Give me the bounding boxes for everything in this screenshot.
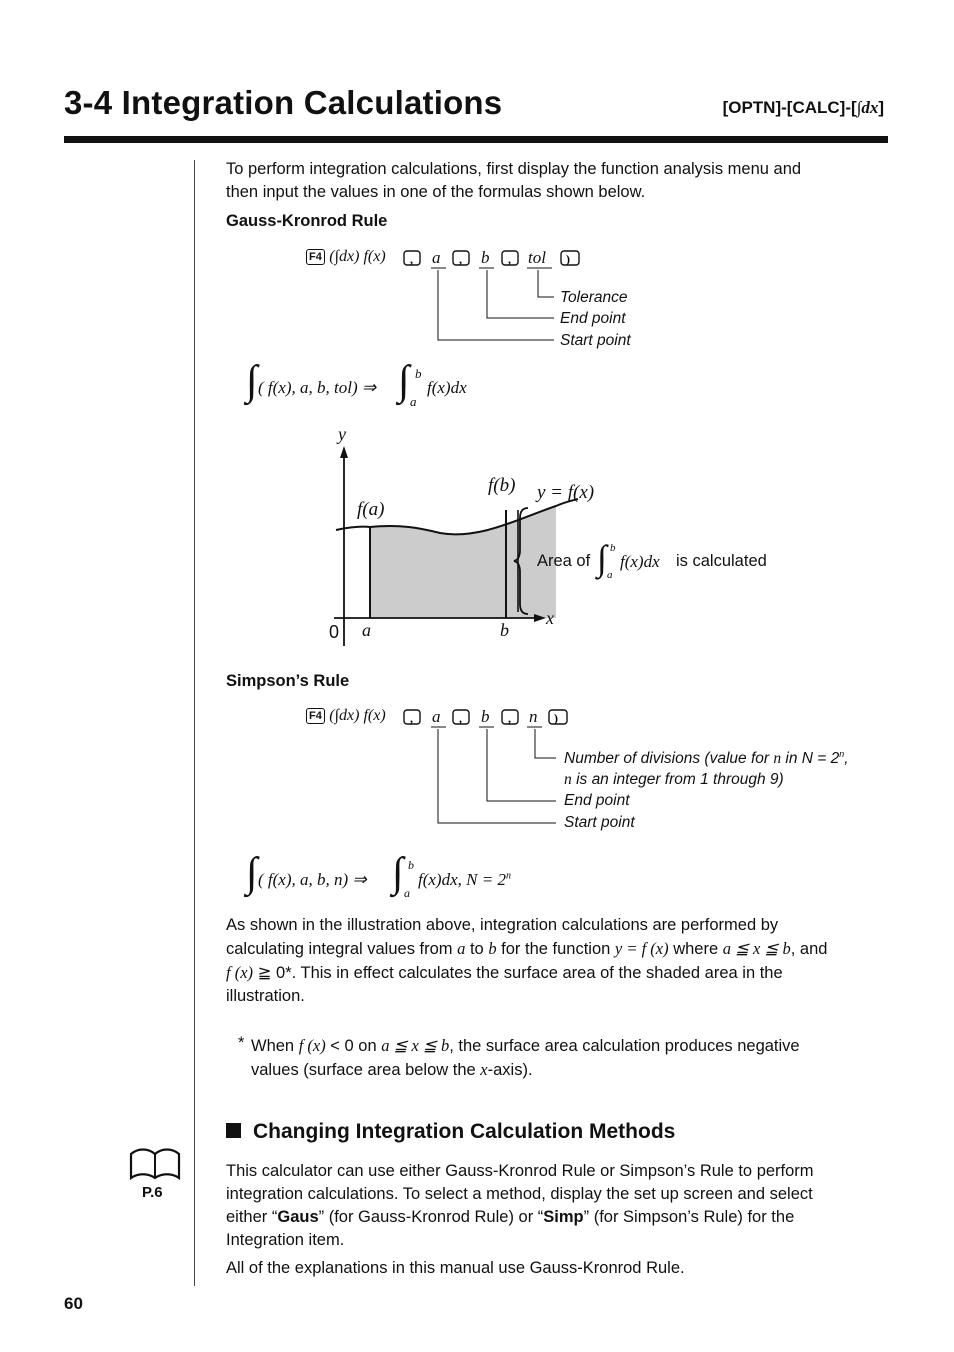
section-heading: Changing Integration Calculation Methods — [226, 1120, 675, 1144]
svg-text:,: , — [508, 711, 511, 725]
callout-end-point: End point — [560, 310, 626, 327]
explanation-paragraph: As shown in the illustration above, integration calculations are performed by calculating integral values from a to b for the function y = f (x) where a ≦ x ≦ b, and f (x) ≧ 0*. This in effect calculates the surface area of the shaded area in the illustration. — [226, 916, 828, 1005]
callout-end-point: End point — [564, 792, 630, 809]
callout-start-point: Start point — [564, 814, 635, 831]
b-label: b — [500, 620, 509, 640]
simpson-key-sequence: F4 (∫dx) f(x) — [306, 707, 386, 725]
f4-key: F4 — [306, 249, 325, 265]
svg-text:): ) — [554, 711, 558, 725]
intro-paragraph: To perform integration calculations, first display the function analysis menu and then input the values in one of the formulas shown below. — [226, 160, 802, 201]
callout-start-point: Start point — [560, 332, 631, 349]
gauss-formula: ∫ ( f(x), a, b, tol) ⇒ ∫ b a f(x)dx — [246, 358, 467, 409]
svg-text:,: , — [410, 252, 413, 266]
gauss-arg-a: a — [432, 248, 441, 267]
gauss-arg-b: b — [481, 248, 490, 267]
area-caption: Area of ∫ b a f(x)dx is calculated — [537, 538, 767, 581]
callout-divisions-2: n is an integer from 1 through 9) — [564, 771, 784, 788]
section-paragraph: This calculator can use either Gauss-Kronrod Rule or Simpson’s Rule to perform integration calculations. To select a method, display the set up screen and select either “Gaus” (for Gauss-Kronrod Rule) or “Simp” (for Simpson’s Rule) for the Integration item. — [226, 1162, 814, 1249]
simpson-formula: ∫ ( f(x), a, b, n) ⇒ ∫ b a f(x)dx, $N = 2^n$ — [246, 850, 511, 900]
x-axis-label: x — [546, 608, 554, 628]
callout-tolerance: Tolerance — [560, 289, 628, 306]
fa-label: f(a) — [357, 499, 385, 520]
f4-key: F4 — [306, 708, 325, 724]
svg-text:,: , — [459, 252, 462, 266]
simpson-arg-n: n — [529, 707, 538, 726]
gauss-key-sequence: F4 (∫dx) f(x) — [306, 248, 386, 266]
footnote: When f (x) < 0 on a ≦ x ≦ b, the surface area calculation produces negative values (surface area below the x-axis). — [251, 1036, 800, 1079]
origin-label: 0 — [329, 622, 340, 642]
y-axis-label: y — [338, 424, 346, 444]
section-paragraph-2: All of the explanations in this manual use Gauss-Kronrod Rule. — [226, 1259, 685, 1277]
svg-text:): ) — [566, 252, 570, 266]
page-number: 60 — [64, 1294, 83, 1313]
curve-label: y = f(x) — [537, 482, 595, 503]
square-bullet-icon — [226, 1123, 241, 1138]
page-title: 3-4 Integration Calculations — [64, 84, 503, 121]
svg-text:,: , — [410, 711, 413, 725]
book-icon — [128, 1146, 184, 1184]
simpson-arg-b: b — [481, 707, 490, 726]
fb-label: f(b) — [488, 475, 516, 496]
title-key-sequence: [OPTN]-[CALC]-[∫dx] — [722, 98, 884, 117]
gauss-heading: Gauss-Kronrod Rule — [226, 212, 388, 230]
page-reference: P.6 — [142, 1184, 163, 1201]
svg-text:,: , — [508, 252, 511, 266]
note-star: * — [238, 1034, 245, 1052]
svg-text:,: , — [459, 711, 462, 725]
callout-divisions: Number of divisions (value for n in $N = 2^n$, — [564, 749, 849, 768]
a-label: a — [362, 620, 371, 640]
simpson-arg-a: a — [432, 707, 441, 726]
simpson-heading: Simpson’s Rule — [226, 672, 350, 690]
gauss-arg-tol: tol — [528, 248, 546, 267]
